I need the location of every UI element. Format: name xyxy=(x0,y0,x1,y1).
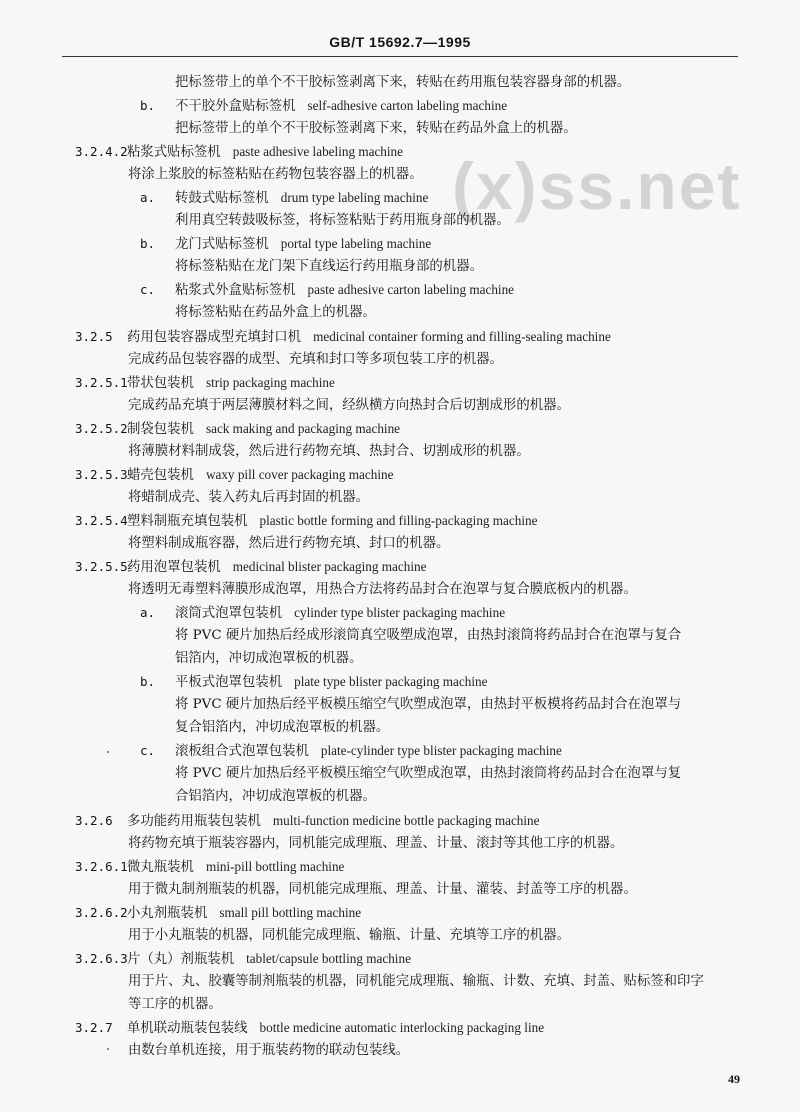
term-english: plastic bottle forming and filling-packaging machine xyxy=(259,512,538,528)
clause-number: c. xyxy=(140,282,156,298)
term-english: medicinal blister packaging machine xyxy=(232,558,427,574)
body-text-line: 将药物充填于瓶装容器内，同机能完成理瓶、理盖、计量、滚封等其他工序的机器。 xyxy=(128,835,624,851)
subclause-heading xyxy=(0,278,800,301)
body-text-line: 将蜡制成壳、装入药丸后再封固的机器。 xyxy=(128,489,370,505)
clause-heading xyxy=(0,947,800,970)
clause-number: 3.2.6.2 xyxy=(75,904,128,920)
body-text-line: 把标签带上的单个不干胶标签剥离下来，转贴在药用瓶包装容器身部的机器。 xyxy=(175,75,631,90)
body-text-line: 将标签粘贴在龙门架下直线运行药用瓶身部的机器。 xyxy=(175,259,483,275)
body-text-line: 复合铝箔内，冲切成泡罩板的机器。 xyxy=(175,720,390,736)
scan-speck xyxy=(107,751,109,753)
term-english: portal type labeling machine xyxy=(280,236,432,252)
term-english: tablet/capsule bottling machine xyxy=(246,950,411,966)
subclause-heading xyxy=(0,94,800,117)
term-chinese: 微丸瓶装机 xyxy=(127,859,194,875)
subclause-heading xyxy=(0,232,800,255)
term-chinese: 带状包装机 xyxy=(127,375,194,391)
clause-number: 3.2.5.2 xyxy=(75,420,128,436)
term-chinese: 小丸剂瓶装机 xyxy=(127,905,208,921)
term-chinese: 单机联动瓶装包装线 xyxy=(127,1020,248,1036)
term-english: plate-cylinder type blister packaging machine xyxy=(320,743,562,759)
body-text-line: 将涂上浆胶的标签粘贴在药物包装容器上的机器。 xyxy=(128,167,423,183)
term-english: waxy pill cover packaging machine xyxy=(205,466,394,482)
body-text-line: 完成药品包装容器的成型、充填和封口等多项包装工序的机器。 xyxy=(128,351,503,367)
body-text-line: 合铝箔内，冲切成泡罩板的机器。 xyxy=(175,789,376,805)
term-chinese: 滚筒式泡罩包装机 xyxy=(175,606,283,622)
body-text-line: 用于微丸制剂瓶装的机器，同机能完成理瓶、理盖、计量、灌装、封盖等工序的机器。 xyxy=(128,881,637,897)
clause-number: a. xyxy=(140,605,156,621)
clause-number: b. xyxy=(140,674,156,690)
term-english: paste adhesive labeling machine xyxy=(232,144,404,160)
term-english: medicinal container forming and filling-sealing machine xyxy=(313,328,611,344)
term-english: multi-function medicine bottle packaging machine xyxy=(272,812,540,828)
body-text-line: 利用真空转鼓吸标签，将标签粘贴于药用瓶身部的机器。 xyxy=(175,213,510,229)
clause-number: 3.2.7 xyxy=(75,1019,113,1035)
clause-number: 3.2.4.2 xyxy=(75,144,128,160)
body-text-line: 将 PVC 硬片加热后经平板模压缩空气吹塑成泡罩，由热封平板模将药品封合在泡罩与 xyxy=(175,697,682,713)
clause-heading xyxy=(0,809,800,832)
body-text-line: 由数台单机连接，用于瓶装药物的联动包装线。 xyxy=(128,1042,410,1058)
term-english: paste adhesive carton labeling machine xyxy=(307,282,515,298)
body-text-line: 将塑料制成瓶容器，然后进行药物充填、封口的机器。 xyxy=(128,535,450,551)
term-english: self-adhesive carton labeling machine xyxy=(307,98,508,114)
term-chinese: 粘浆式贴标签机 xyxy=(127,145,221,161)
body-text-line: 将透明无毒塑料薄膜形成泡罩，用热合方法将药品封合在泡罩与复合膜底板内的机器。 xyxy=(128,582,637,598)
body-text-line: 用于小丸瓶装的机器，同机能完成理瓶、输瓶、计量、充填等工序的机器。 xyxy=(128,927,570,943)
clause-heading xyxy=(0,371,800,394)
clause-heading xyxy=(0,417,800,440)
body-text-line: 将标签粘贴在药品外盒上的机器。 xyxy=(175,305,376,321)
body-text-line: 把标签带上的单个不干胶标签剥离下来，转贴在药品外盒上的机器。 xyxy=(175,121,577,137)
term-chinese: 药用包装容器成型充填封口机 xyxy=(127,329,302,345)
body-text-line: 铝箔内，冲切成泡罩板的机器。 xyxy=(175,651,363,667)
term-chinese: 片（丸）剂瓶装机 xyxy=(127,951,235,967)
term-chinese: 不干胶外盒贴标签机 xyxy=(175,99,296,115)
clause-heading xyxy=(0,140,800,163)
body-text-line: 将薄膜材料制成袋，然后进行药物充填、热封合、切割成形的机器。 xyxy=(128,443,530,459)
term-chinese: 蜡壳包装机 xyxy=(127,467,194,483)
term-english: plate type blister packaging machine xyxy=(294,674,488,690)
body-text-line: 将 PVC 硬片加热后经成形滚筒真空吸塑成泡罩，由热封滚筒将药品封合在泡罩与复合 xyxy=(175,628,682,644)
clause-heading xyxy=(0,901,800,924)
term-english: sack making and packaging machine xyxy=(205,420,401,436)
clause-number: 3.2.6.3 xyxy=(75,950,128,966)
clause-number: 3.2.5.3 xyxy=(75,466,128,482)
term-chinese: 平板式泡罩包装机 xyxy=(175,675,283,691)
clause-number: 3.2.5.4 xyxy=(75,512,128,528)
watermark: (x)ss.net xyxy=(452,149,742,223)
subclause-heading xyxy=(0,670,800,693)
clause-number: b. xyxy=(140,236,156,252)
term-english: bottle medicine automatic interlocking packaging line xyxy=(259,1019,545,1035)
standard-code-header: GB/T 15692.7—1995 xyxy=(329,34,471,50)
term-chinese: 制袋包装机 xyxy=(127,421,194,437)
document-body xyxy=(0,71,800,1062)
term-chinese: 多功能药用瓶装包装机 xyxy=(127,813,261,829)
clause-number: a. xyxy=(140,190,156,206)
term-chinese: 塑料制瓶充填包装机 xyxy=(127,513,248,529)
clause-heading xyxy=(0,855,800,878)
clause-number: 3.2.6.1 xyxy=(75,858,128,874)
clause-heading xyxy=(0,509,800,532)
header-rule xyxy=(62,56,738,57)
subclause-heading xyxy=(0,186,800,209)
term-chinese: 龙门式贴标签机 xyxy=(175,237,269,253)
clause-number: 3.2.5.1 xyxy=(75,374,128,390)
term-chinese: 药用泡罩包装机 xyxy=(127,559,221,575)
term-english: strip packaging machine xyxy=(205,374,335,390)
term-english: small pill bottling machine xyxy=(219,904,362,920)
body-text-line: 完成药品充填于两层薄膜材料之间，经纵横方向热封合后切割成形的机器。 xyxy=(128,397,570,413)
subclause-heading xyxy=(0,601,800,624)
clause-number: 3.2.5 xyxy=(75,328,113,344)
term-english: drum type labeling machine xyxy=(280,190,429,206)
clause-heading xyxy=(0,463,800,486)
body-text-line: 等工序的机器。 xyxy=(128,996,222,1012)
term-chinese: 滚板组合式泡罩包装机 xyxy=(175,744,309,760)
clause-number: b. xyxy=(140,98,156,114)
subclause-heading xyxy=(0,739,800,762)
scan-speck xyxy=(107,1048,109,1050)
body-text-line: 将 PVC 硬片加热后经平板模压缩空气吹塑成泡罩，由热封滚筒将药品封合在泡罩与复 xyxy=(175,766,682,782)
term-chinese: 粘浆式外盒贴标签机 xyxy=(175,283,296,299)
clause-number: 3.2.6 xyxy=(75,812,113,828)
clause-heading xyxy=(0,555,800,578)
term-english: cylinder type blister packaging machine xyxy=(294,605,506,621)
body-text-line: 用于片、丸、胶囊等制剂瓶装的机器，同机能完成理瓶、输瓶、计数、充填、封盖、贴标签和印字 xyxy=(128,973,704,989)
term-english: mini-pill bottling machine xyxy=(205,858,345,874)
clause-number: c. xyxy=(140,743,156,759)
clause-heading xyxy=(0,1016,800,1039)
page-number: 49 xyxy=(728,1072,740,1086)
clause-heading xyxy=(0,325,800,348)
clause-number: 3.2.5.5 xyxy=(75,558,128,574)
term-chinese: 转鼓式贴标签机 xyxy=(175,191,269,207)
